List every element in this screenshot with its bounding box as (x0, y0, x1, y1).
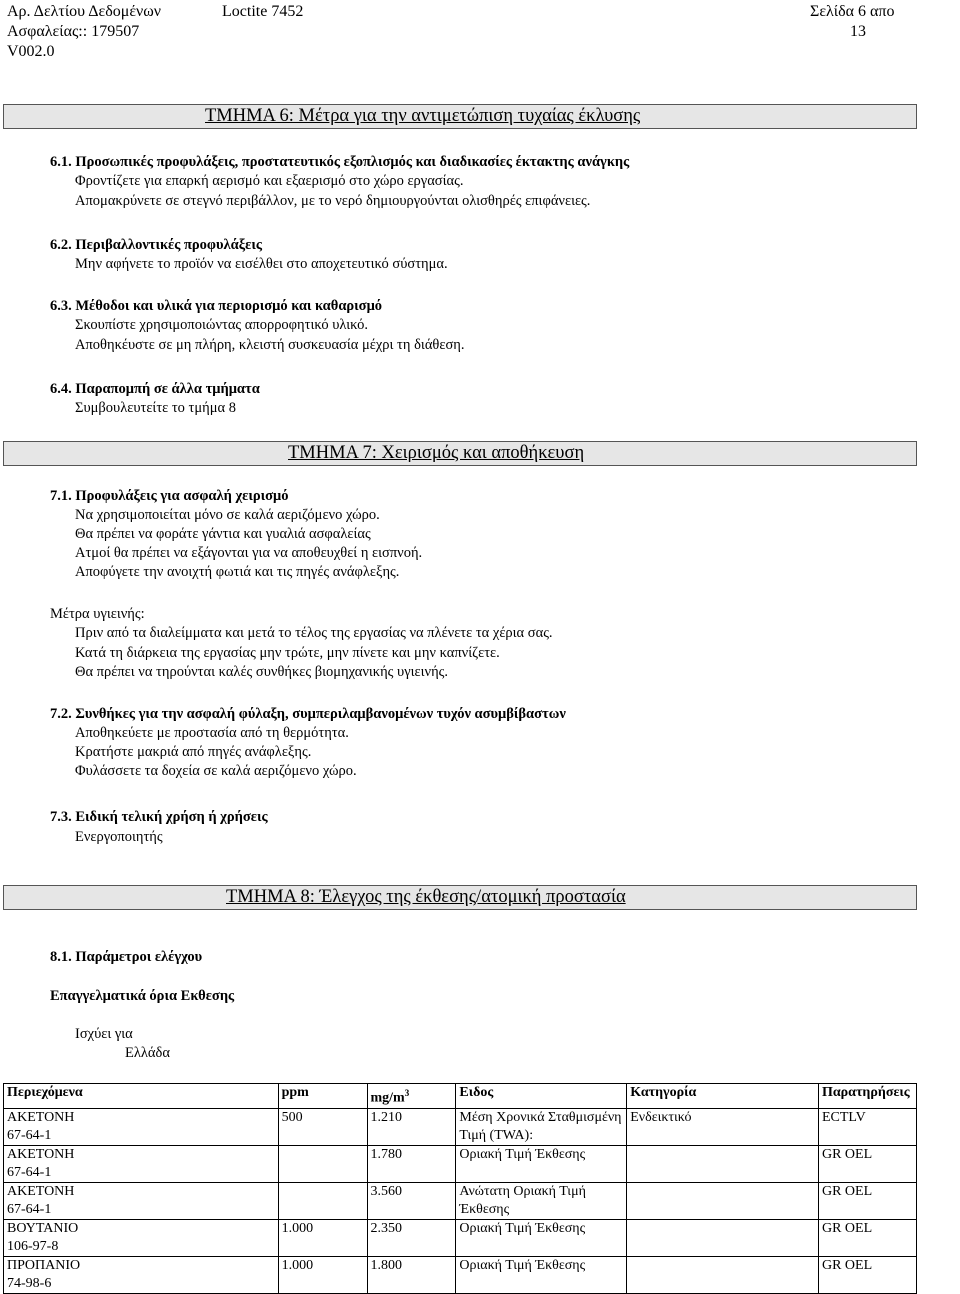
table-row (4, 1182, 917, 1219)
table-row (4, 1145, 917, 1182)
section-7-2-line-2: Κρατήστε μακριά από πηγές ανάφλεξης. (75, 744, 312, 760)
hygiene-line-2: Κατά τη διάρκεια της εργασίας μην τρώτε, μην πίνετε και μην καπνίζετε. (75, 645, 500, 661)
col-header-mgm3: $mg/m^3$ (367, 1084, 456, 1109)
section-7-1-line-4: Αποφύγετε την ανοιχτή φωτιά και τις πηγές ανάφλεξης. (75, 564, 400, 580)
cell-ppm: 500 (278, 1108, 367, 1145)
section-7-3-heading: 7.3. Ειδική τελική χρήση ή χρήσεις (50, 809, 268, 825)
section-7-1-line-2: Θα πρέπει να φοράτε γάντια και γυαλιά ασφαλείας (75, 526, 371, 542)
col-header-ppm: ppm (278, 1084, 367, 1109)
cell-type: Ανώτατη Οριακή Τιμή Έκθεσης (456, 1182, 627, 1219)
exposure-limits-table (3, 1083, 917, 1294)
hygiene-label: Μέτρα υγιεινής: (50, 606, 145, 622)
valid-for-label: Ισχύει για (75, 1026, 133, 1042)
cell-ppm: 1.000 (278, 1256, 367, 1293)
cell-category (627, 1145, 819, 1182)
cell-remarks: GR OEL (818, 1219, 916, 1256)
section-7-1-line-3: Ατμοί θα πρέπει να εξάγονται για να αποθευχθεί η εισπνοή. (75, 545, 423, 561)
cell-mgm3: 2.350 (367, 1219, 456, 1256)
section-6-4-line-1: Συμβουλευτείτε το τμήμα 8 (75, 400, 236, 416)
cell-ppm (278, 1182, 367, 1219)
cell-type: Οριακή Τιμή Έκθεσης (456, 1219, 627, 1256)
section-7-2-line-3: Φυλάσσετε τα δοχεία σε καλά αεριζόμενο χώρο. (75, 763, 357, 779)
hygiene-line-3: Θα πρέπει να τηρούνται καλές συνθήκες βιομηχανικής υγιεινής. (75, 664, 449, 680)
section-6-title: ΤΜΗΜΑ 6: Μέτρα για την αντιμετώπιση τυχαίας έκλυσης (205, 106, 641, 126)
cell-type: Οριακή Τιμή Έκθεσης (456, 1256, 627, 1293)
cell-remarks: GR OEL (818, 1145, 916, 1182)
table-row (4, 1256, 917, 1293)
section-6-4-heading: 6.4. Παραπομπή σε άλλα τμήματα (50, 381, 260, 397)
cell-ppm (278, 1145, 367, 1182)
col-header-type: Ειδος (456, 1084, 627, 1109)
section-7-1-heading: 7.1. Προφυλάξεις για ασφαλή χειρισμό (50, 488, 289, 504)
header-doc-id-line2: Ασφαλείας:: 179507 (7, 23, 140, 40)
cell-mgm3: 1.800 (367, 1256, 456, 1293)
col-header-contents: Περιεχόμενα (4, 1084, 279, 1109)
section-7-1-line-1: Να χρησιμοποιείται μόνο σε καλά αεριζόμενο χώρο. (75, 507, 380, 523)
cell-mgm3: 1.780 (367, 1145, 456, 1182)
cell-remarks: GR OEL (818, 1182, 916, 1219)
hygiene-line-1: Πριν από τα διαλείμματα και μετά το τέλος της εργασίας να πλένετε τα χέρια σας. (75, 625, 553, 641)
section-6-1-line-2: Απομακρύνετε σε στεγνό περιβάλλον, με το νερό δημιουργούνται ολισθηρές επιφάνειες. (75, 193, 591, 209)
cell-category (627, 1219, 819, 1256)
table-row (4, 1219, 917, 1256)
section-7-title: ΤΜΗΜΑ 7: Χειρισμός και αποθήκευση (288, 443, 585, 463)
cell-substance: ΠΡΟΠΑΝΙΟ 74-98-6 (4, 1256, 279, 1293)
section-6-3-line-1: Σκουπίστε χρησιμοποιώντας απορροφητικό υλικό. (75, 317, 369, 333)
cell-remarks: GR OEL (818, 1256, 916, 1293)
section-6-2-heading: 6.2. Περιβαλλοντικές προφυλάξεις (50, 237, 262, 253)
cell-category (627, 1182, 819, 1219)
table-header-row (4, 1084, 917, 1109)
cell-substance: ΑΚΕΤΟΝΗ 67-64-1 (4, 1145, 279, 1182)
country-label: Ελλάδα (125, 1045, 170, 1061)
section-8-1-heading: 8.1. Παράμετροι ελέγχου (50, 949, 203, 965)
header-doc-id-line1: Αρ. Δελτίου Δεδομένων (7, 3, 162, 20)
section-7-3-line-1: Ενεργοποιητής (75, 829, 163, 845)
table-row (4, 1108, 917, 1145)
exposure-limits-heading: Επαγγελματικά όρια Εκθεσης (50, 988, 235, 1004)
section-6-1-line-1: Φροντίζετε για επαρκή αερισμό και εξαερισμό στο χώρο εργασίας. (75, 173, 464, 189)
col-header-category: Κατηγορία (627, 1084, 819, 1109)
section-8-title: ΤΜΗΜΑ 8: Έλεγχος της έκθεσης/ατομική προστασία (226, 887, 626, 907)
cell-substance: ΑΚΕΤΟΝΗ 67-64-1 (4, 1182, 279, 1219)
section-6-2-line-1: Μην αφήνετε το προϊόν να εισέλθει στο αποχετευτικό σύστημα. (75, 256, 448, 272)
cell-category (627, 1256, 819, 1293)
cell-mgm3: 1.210 (367, 1108, 456, 1145)
section-6-1-heading: 6.1. Προσωπικές προφυλάξεις, προστατευτικός εξοπλισμός και διαδικασίες έκτακτης ανάγκης (50, 154, 630, 170)
cell-ppm: 1.000 (278, 1219, 367, 1256)
section-7-2-heading: 7.2. Συνθήκες για την ασφαλή φύλαξη, συμπεριλαμβανομένων τυχόν ασυμβίβαστων (50, 706, 566, 722)
cell-substance: ΑΚΕΤΟΝΗ 67-64-1 (4, 1108, 279, 1145)
header-version: V002.0 (7, 43, 55, 60)
cell-type: Οριακή Τιμή Έκθεσης (456, 1145, 627, 1182)
section-6-3-line-2: Αποθηκέυστε σε μη πλήρη, κλειστή συσκευασία μέχρι τη διάθεση. (75, 337, 465, 353)
cell-mgm3: 3.560 (367, 1182, 456, 1219)
header-page-label: Σελίδα 6 απο (810, 3, 895, 20)
section-6-3-heading: 6.3. Μέθοδοι και υλικά για περιορισμό και καθαρισμό (50, 298, 383, 314)
cell-remarks: ECTLV (818, 1108, 916, 1145)
header-page-total: 13 (850, 23, 866, 40)
cell-substance: ΒΟΥΤΑΝΙΟ 106-97-8 (4, 1219, 279, 1256)
col-header-remarks: Παρατηρήσεις (818, 1084, 916, 1109)
cell-type: Μέση Χρονικά Σταθμισμένη Τιμή (TWA): (456, 1108, 627, 1145)
cell-category: Ενδεικτικό (627, 1108, 819, 1145)
section-7-2-line-1: Αποθηκεύετε με προστασία από τη θερμότητα. (75, 725, 349, 741)
header-product: Loctite 7452 (222, 3, 304, 20)
